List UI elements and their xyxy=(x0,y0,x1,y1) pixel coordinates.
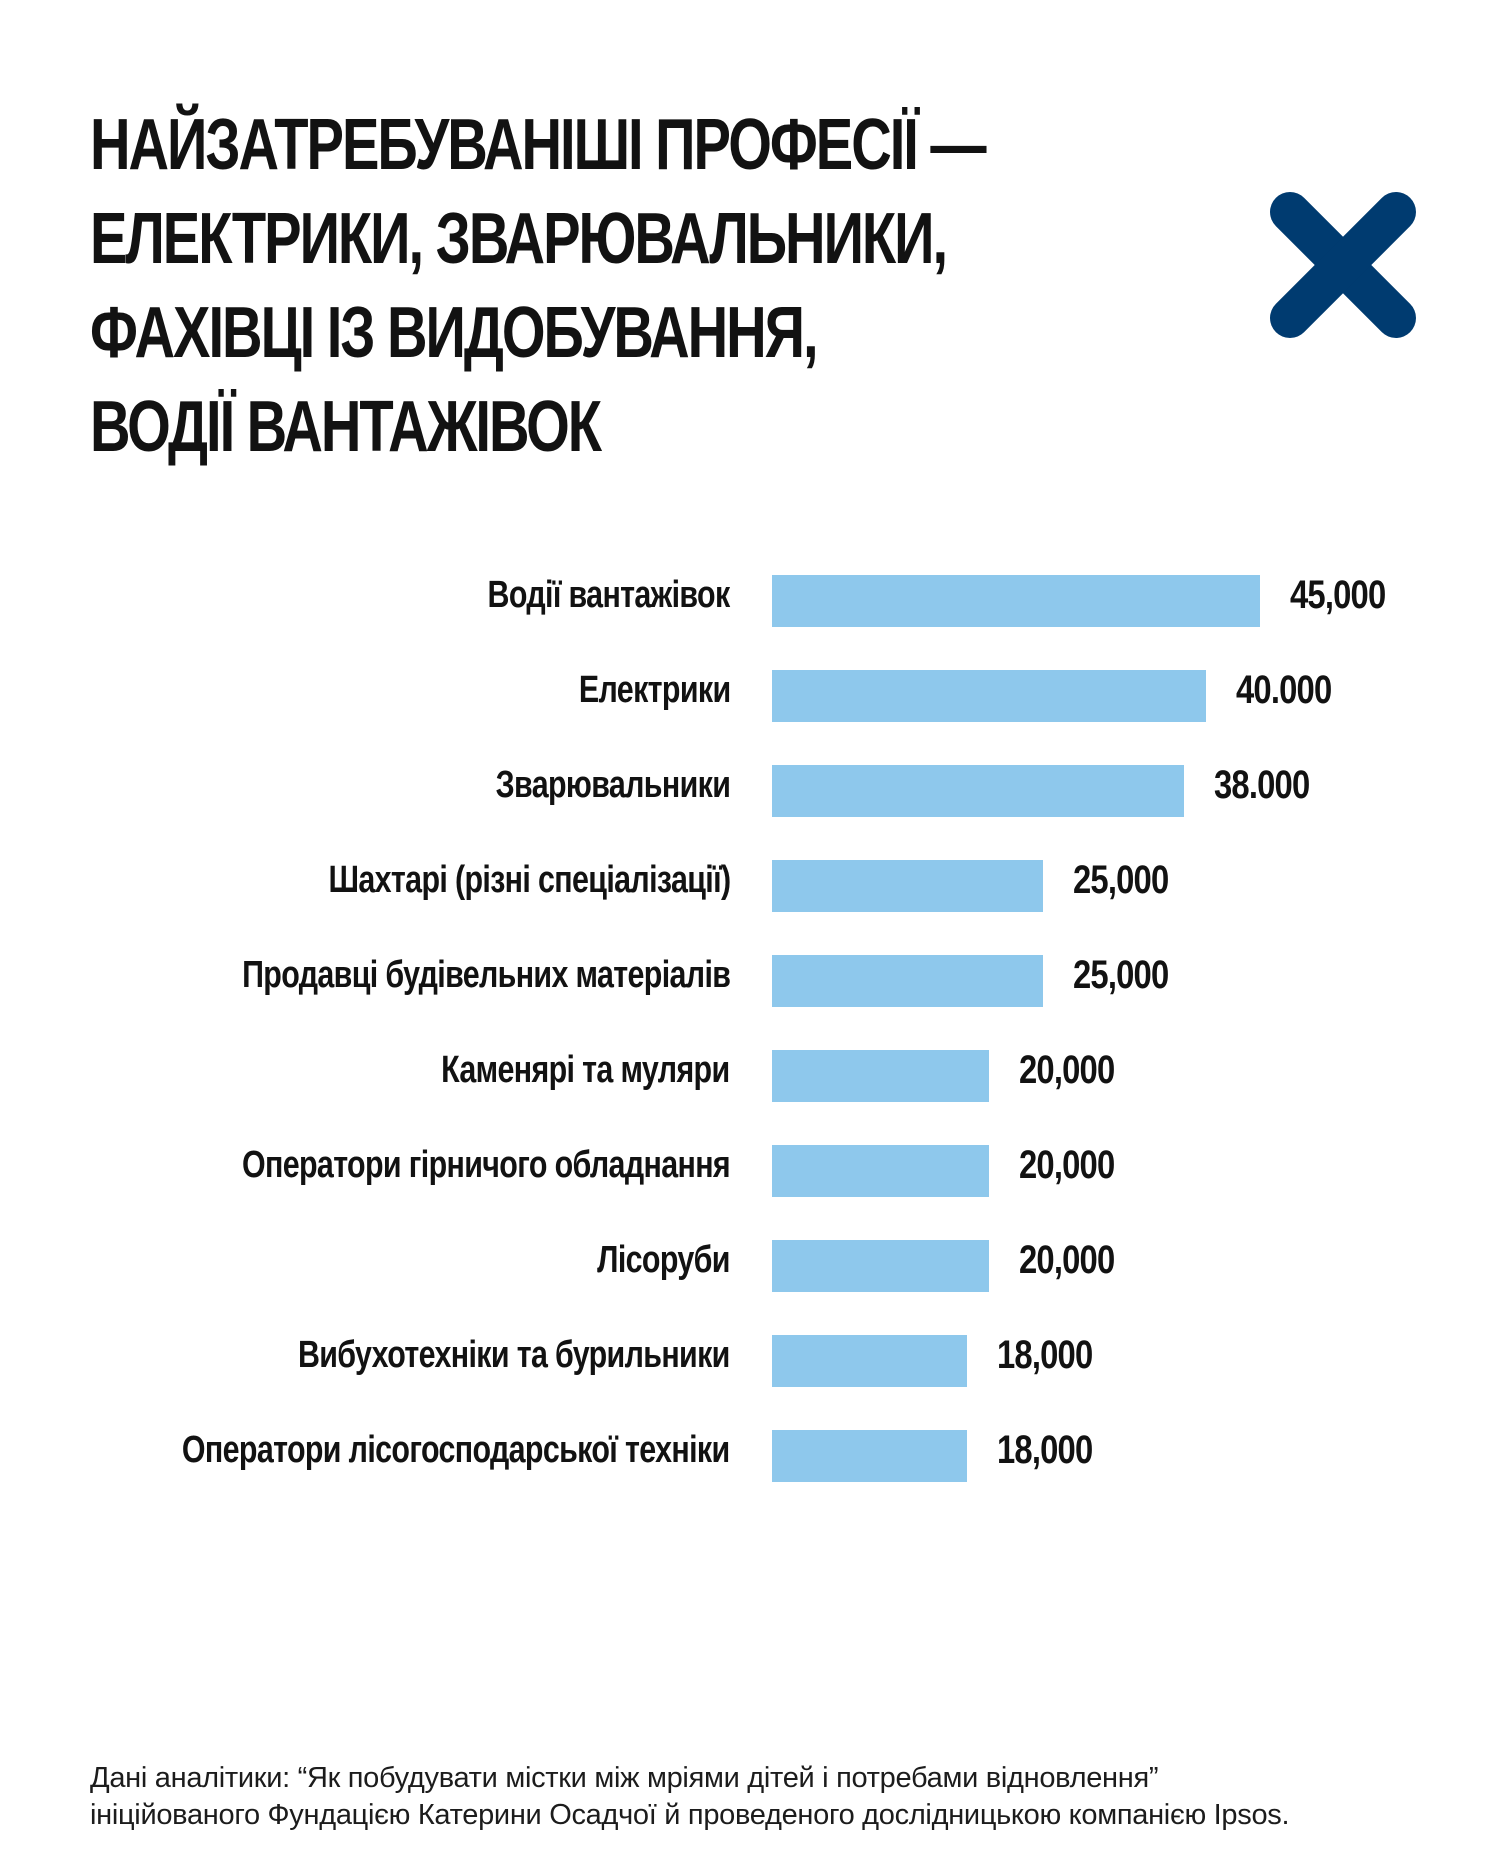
title-line: ЕЛЕКТРИКИ, ЗВАРЮВАЛЬНИКИ, xyxy=(90,199,947,279)
bar xyxy=(772,1335,967,1387)
cross-logo-icon xyxy=(1264,186,1422,344)
bar-category-label: Шахтарі (різні спеціалізації) xyxy=(328,859,730,901)
bar-category-label: Оператори гірничого обладнання xyxy=(241,1144,730,1186)
page-title xyxy=(90,98,1210,474)
bar-value-label: 25,000 xyxy=(1073,953,1169,997)
bar-row xyxy=(0,1415,1500,1485)
bar xyxy=(772,670,1206,722)
bar-category-label: Зварювальники xyxy=(495,764,730,806)
bar-row xyxy=(0,940,1500,1010)
bar-row xyxy=(0,655,1500,725)
bar-value-label: 25,000 xyxy=(1073,858,1169,902)
bar-category-label: Оператори лісогосподарської техніки xyxy=(182,1429,730,1471)
title-line: НАЙЗАТРЕБУВАНІШІ ПРОФЕСІЇ — xyxy=(90,105,985,185)
bar-row xyxy=(0,1130,1500,1200)
bar-category-label: Каменярі та муляри xyxy=(441,1049,730,1091)
bar-category-label: Вибухотехніки та бурильники xyxy=(298,1334,730,1376)
bar-value-label: 20,000 xyxy=(1019,1238,1115,1282)
bar-row xyxy=(0,1225,1500,1295)
bar-value-label: 18,000 xyxy=(997,1428,1093,1472)
bar-category-label: Лісоруби xyxy=(597,1239,730,1281)
bar xyxy=(772,575,1260,627)
bar-value-label: 20,000 xyxy=(1019,1143,1115,1187)
title-line: ФАХІВЦІ ІЗ ВИДОБУВАННЯ, xyxy=(90,293,817,373)
bar-value-label: 20,000 xyxy=(1019,1048,1115,1092)
bar-value-label: 45,000 xyxy=(1290,573,1386,617)
bar xyxy=(772,1430,967,1482)
bar-row xyxy=(0,845,1500,915)
bar xyxy=(772,955,1043,1007)
bar xyxy=(772,1050,989,1102)
bar-category-label: Водії вантажівок xyxy=(487,574,730,616)
bar-value-label: 38.000 xyxy=(1214,763,1310,807)
bar-row xyxy=(0,1035,1500,1105)
bar-chart xyxy=(0,560,1500,1540)
bar xyxy=(772,1145,989,1197)
bar-category-label: Продавці будівельних матеріалів xyxy=(241,954,730,996)
bar-row xyxy=(0,560,1500,630)
bar xyxy=(772,1240,989,1292)
bar-row xyxy=(0,750,1500,820)
bar-row xyxy=(0,1320,1500,1390)
footnote-line: Дані аналітики: “Як побудувати містки між мріями дітей і потребами відновлення” xyxy=(90,1762,1159,1794)
bar-value-label: 18,000 xyxy=(997,1333,1093,1377)
bar-value-label: 40.000 xyxy=(1236,668,1332,712)
title-line: ВОДІЇ ВАНТАЖІВОК xyxy=(90,387,601,467)
bar xyxy=(772,860,1043,912)
footnote-line: ініційованого Фундацією Катерини Осадчої й проведеного дослідницькою компанією Ipsos. xyxy=(90,1799,1290,1831)
bar-category-label: Електрики xyxy=(578,669,730,711)
bar xyxy=(772,765,1184,817)
footnote xyxy=(90,1760,1470,1834)
